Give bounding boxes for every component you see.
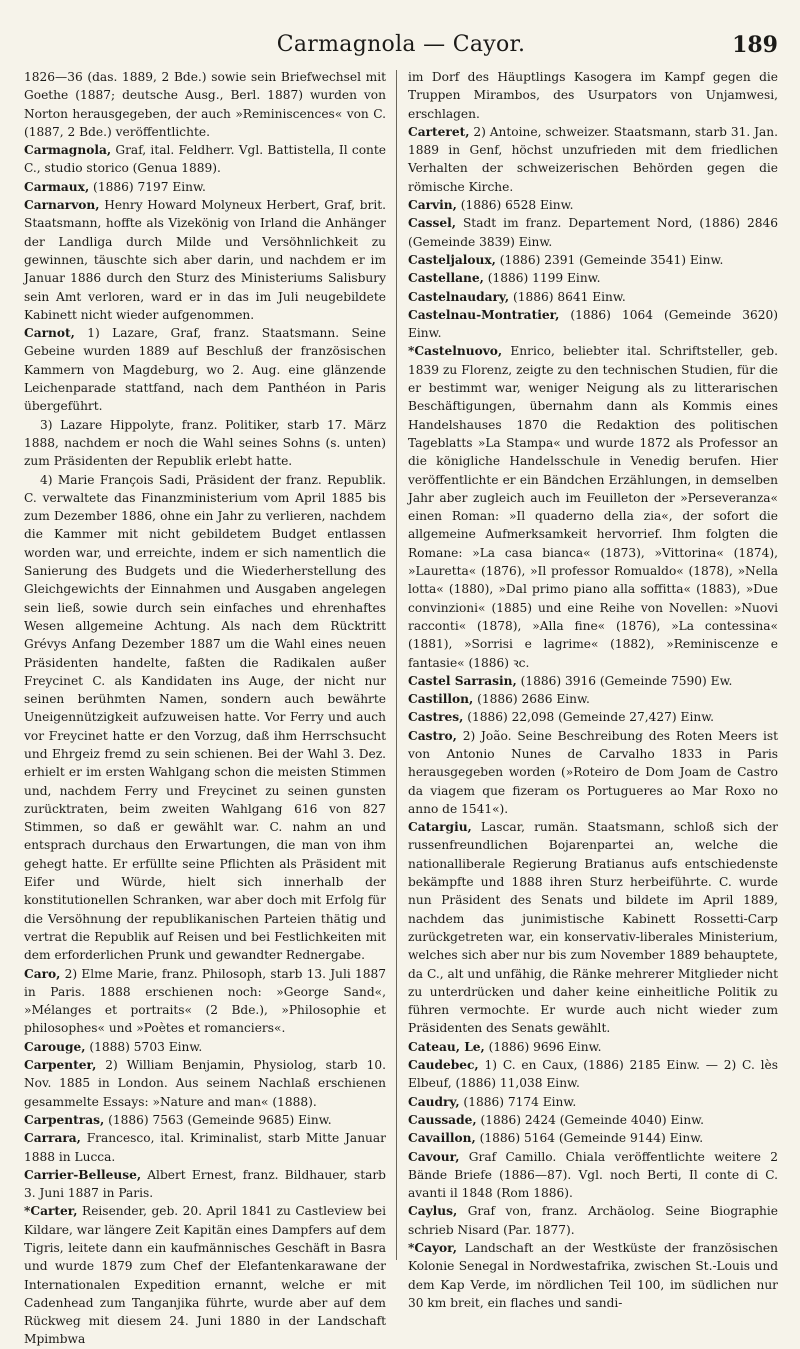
dictionary-entry <box>408 269 778 287</box>
dictionary-entry <box>408 196 778 214</box>
dictionary-entry <box>408 306 778 343</box>
entry-headword: Caussade, <box>408 1112 477 1127</box>
dictionary-entry <box>408 288 778 306</box>
entry-text: 1) Lazare, Graf, franz. Staatsmann. Seine Gebeine wurden 1889 auf Beschluß der französischen Kammern von Magdeburg, wo 2. Aug. eine glänzende Leichenparade stattfand, nach dem Panthéon in Paris übergeführt. <box>24 326 386 414</box>
dictionary-entry <box>408 68 778 123</box>
right-column <box>408 68 778 1310</box>
entry-headword: Carvin, <box>408 198 457 213</box>
dictionary-entry <box>408 214 778 251</box>
dictionary-entry <box>408 1239 778 1312</box>
entry-headword: *Carter, <box>24 1204 78 1219</box>
entry-text: Albert Ernest, franz. Bildhauer, starb 3. Juni 1887 in Paris. <box>24 1167 386 1201</box>
entry-text: Stadt im franz. Departement Nord, (1886) 2846 (Gemeinde 3839) Einw. <box>408 216 778 249</box>
entry-text: (1886) 2686 Einw. <box>473 692 590 707</box>
entry-headword: Carrier-Belleuse, <box>24 1167 142 1182</box>
entry-text: (1886) 7197 Einw. <box>89 179 206 194</box>
entry-text: (1886) 7563 (Gemeinde 9685) Einw. <box>104 1112 332 1127</box>
entry-headword: Cavaillon, <box>408 1131 476 1146</box>
entry-headword: Carpenter, <box>24 1058 97 1073</box>
entry-text: 4) Marie François Sadi, Präsident der franz. Republik. C. verwaltete das Finanzministerium vom April 1885 bis zum Dezember 1886, ohne ein Jahr zu verlieren, nachdem die Kammer mit nicht gebildetem Budget entlassen worden war, und erreichte, indem er sich namentlich die Sanierung des Budgets und die Wiederherstellung des Gleichgewichts der Einnahmen und Ausgaben angelegen sein ließ, sowie durch sein einfaches und ehrenhaftes Wesen allgemeine Achtung. Als nach dem Rücktritt Grévys Anfang Dezember 1887 um die Wahl eines neuen Präsidenten handelte, faßten die Radikalen außer Freycinet C. als Kandidaten ins Auge, der nicht nur seinen berühmten Namen, sondern auch bewährte Uneigennützigkeit aufzuweisen hatte. Vor Ferry und auch vor Freycinet hatte er den Vorzug, daß ihm Herrschsucht und Ehrgeiz fremd zu sein schienen. Bei der Wahl 3. Dez. erhielt er im ersten Wahlgang schon die meisten Stimmen und, nachdem Ferry und Freycinet zu seinen gunsten zurücktraten, beim zweiten Wahlgang 616 von 827 Stimmen, so daß er gewählt war. C. nahm an und entsprach durchaus den Erwartungen, die man von ihm gehegt hatte. Er erfüllte seine Pflichten als Präsident mit Eifer und Würde, hielt sich innerhalb der konstitutionellen Schranken, war aber doch mit Erfolg für die Versöhnung der republikanischen Parteien thätig und vertrat die Republik auf Reisen und bei Festlichkeiten mit dem erforderlichen Prunk und gewandter Rednergabe. <box>24 472 386 963</box>
entry-headword: Carmagnola, <box>24 143 112 158</box>
entry-headword: Carteret, <box>408 124 470 139</box>
dictionary-entry <box>408 123 778 196</box>
dictionary-entry <box>24 1129 386 1166</box>
dictionary-entry <box>24 196 386 324</box>
dictionary-entry <box>408 1093 778 1111</box>
entry-headword: Caudebec, <box>408 1058 479 1073</box>
entry-headword: Castres, <box>408 710 464 725</box>
entry-text: 2) William Benjamin, Physiolog, starb 10. Nov. 1885 in London. Aus seinem Nachlaß erschienen gesammelte Essays: »Nature and man« (1888). <box>24 1058 386 1109</box>
entry-text: 1826—36 (das. 1889, 2 Bde.) sowie sein Briefwechsel mit Goethe (1887; deutsche Ausg., Berl. 1887) wurden von Norton herausgegeben, der auch »Reminiscences« von C. (1887, 2 Bde.) veröffentlichte. <box>24 70 386 139</box>
dictionary-entry <box>24 471 386 965</box>
entry-headword: Carnot, <box>24 326 75 341</box>
dictionary-entry <box>24 1111 386 1129</box>
dictionary-entry <box>24 178 386 196</box>
entry-text: (1886) 9696 Einw. <box>484 1039 602 1054</box>
dictionary-entry <box>408 1056 778 1093</box>
dictionary-entry <box>24 1056 386 1111</box>
dictionary-entry <box>408 1038 778 1056</box>
entry-headword: Caylus, <box>408 1204 458 1219</box>
running-title: Carmagnola — Cayor. <box>276 32 526 57</box>
dictionary-entry <box>408 1129 778 1147</box>
entry-text: (1888) 5703 Einw. <box>85 1039 203 1054</box>
entry-headword: Carnarvon, <box>24 198 100 213</box>
entry-text: (1886) 7174 Einw. <box>459 1094 577 1109</box>
entry-text: (1886) 3916 (Gemeinde 7590) Ew. <box>516 673 733 688</box>
dictionary-entry <box>408 708 778 726</box>
entry-headword: Caudry, <box>408 1094 460 1109</box>
entry-text: (1886) 2391 (Gemeinde 3541) Einw. <box>495 252 724 267</box>
entry-text: 2) João. Seine Beschreibung des Roten Meers ist von Antonio Nunes de Carvalho 1833 in Paris herausgegeben worden (»Roteiro de Dom Joam de Castro da viagem que fizeram os Portugueres ao Mar Roxo no anno de 1541«). <box>408 728 778 816</box>
dictionary-entry <box>24 68 386 141</box>
dictionary-entry <box>408 251 778 269</box>
entry-text: 2) Elme Marie, franz. Philosoph, starb 13. Juli 1887 in Paris. 1888 erschienen noch: »George Sand«, »Mélanges et portraits« (2 Bde.), »Philosophie et philosophes« und »Poètes et romanciers«. <box>24 966 386 1036</box>
entry-headword: Castel Sarrasin, <box>408 673 517 688</box>
entry-headword: Catargiu, <box>408 820 472 835</box>
dictionary-entry <box>24 1166 386 1203</box>
dictionary-entry <box>408 1202 778 1239</box>
entry-headword: Cateau, Le, <box>408 1039 485 1054</box>
entry-text: Landschaft an der Westküste der französischen Kolonie Senegal in Nordwestafrika, zwischen St.-Louis und dem Kap Verde, im nördlichen Teil 100, im südlichen nur 30 km breit, ein flaches und sandi- <box>408 1241 778 1310</box>
entry-headword: Carpentras, <box>24 1112 105 1127</box>
entry-text: Henry Howard Molyneux Herbert, Graf, brit. Staatsmann, hoffte als Vizekönig von Irland die Anhänger der Landliga durch Milde und Versöhnlichkeit zu gewinnen, täuschte sich aber darin, und nachdem er im Januar 1886 durch den Sturz des Ministeriums Salisbury sein Amt verloren, ward er in das im Juli neugebildete Kabinett nicht wieder aufgenommen. <box>24 198 386 322</box>
entry-headword: Casteljaloux, <box>408 252 496 267</box>
dictionary-entry <box>24 324 386 415</box>
entry-text: 1) C. en Caux, (1886) 2185 Einw. — 2) C. lès Elbeuf, (1886) 11,038 Einw. <box>408 1058 778 1091</box>
entry-headword: Castro, <box>408 728 457 743</box>
entry-headword: Caro, <box>24 966 61 981</box>
entry-headword: Castillon, <box>408 692 474 707</box>
entry-text: (1886) 5164 (Gemeinde 9144) Einw. <box>475 1131 704 1146</box>
dictionary-entry <box>408 1111 778 1129</box>
dictionary-entry <box>408 1148 778 1203</box>
entry-headword: Cavour, <box>408 1149 460 1164</box>
entry-headword: Castellane, <box>408 271 484 286</box>
entry-text: Graf von, franz. Archäolog. Seine Biographie schrieb Nisard (Par. 1877). <box>408 1204 778 1237</box>
dictionary-entry <box>24 1038 386 1056</box>
entry-text: Enrico, beliebter ital. Schriftsteller, geb. 1839 zu Florenz, zeigte zu den technischen Studien, für die er bestimmt war, weniger Neigung als zu litterarischen Beschäftigungen, übernahm dann als Kommis eines Handelshauses 1870 die Redaktion des politischen Tageblatts »La Stampa« und wurde 1872 als Professor an die königliche Handelsschule in Venedig berufen. Hier veröffentlichte er ein Bändchen Erzählungen, in demselben Jahr aber zugleich auch im Feuilleton der »Perseveranza« einen Roman: »Il quaderno della zia«, der sofort die allgemeine Aufmerksamkeit hervorrief. Ihm folgten die Romane: »La casa bianca« (1873), »Vittorina« (1874), »Lauretta« (1876), »Il professor Romualdo« (1878), »Nella lotta« (1880), »Dal primo piano alla soffitta« (1883), »Due convinzioni« (1885) und eine Reihe von Novellen: »Nuovi racconti« (1878), »Alla fine« (1876), »La contessina« (1881), »Sorrisi e lagrime« (1882), »Reminiscenze e fantasie« (1886) ꝛc. <box>408 344 778 670</box>
entry-text: (1886) 1064 (Gemeinde 3620) Einw. <box>408 307 778 341</box>
left-column <box>24 68 386 1347</box>
entry-headword: *Cayor, <box>408 1241 457 1255</box>
dictionary-entry <box>408 672 778 690</box>
entry-headword: Castelnaudary, <box>408 289 510 304</box>
dictionary-entry <box>24 965 386 1038</box>
entry-text: Graf, ital. Feldherr. Vgl. Battistella, Il conte C., studio storico (Genua 1889). <box>24 143 386 176</box>
page-header <box>24 30 778 60</box>
entry-text: (1886) 8641 Einw. <box>509 289 626 304</box>
dictionary-entry <box>24 416 386 471</box>
entry-text: Reisender, geb. 20. April 1841 zu Castleview bei Kildare, war längere Zeit Kapitän eines Dampfers auf dem Tigris, leitete dann ein kaufmännisches Geschäft in Basra und wurde 1879 zum Chef der Elefantenkarawane der Internationalen Expedition ernannt, welche er mit Cadenhead zum Tanganjika führte, wurde aber auf dem Rückweg mit diesem 24. Juni 1880 in der Landschaft Mpimbwa <box>24 1204 386 1347</box>
entry-text: (1886) 1199 Einw. <box>483 271 601 286</box>
entry-headword: Cassel, <box>408 216 456 231</box>
entry-text: Lascar, rumän. Staatsmann, schloß sich der russenfreundlichen Bojarenpartei an, welche die nationalliberale Regierung Bratianus aufs entschiedenste bekämpfte und 1888 ihren Sturz herbeiführte. C. wurde nun Präsident des Senats und bildete im April 1889, nachdem das junimistische Kabinett Rossetti-Carp zurückgetreten war, ein konservativ-liberales Ministerium, welches sich aber nur bis zum November 1889 behauptete, da C., alt und unfähig, die Ränke mehrerer Mitglieder nicht zu unterdrücken und daher keine einheitliche Politik zu führen vermochte. Er wurde auch nicht wieder zum Präsidenten des Senats gewählt. <box>408 820 778 1036</box>
dictionary-entry <box>24 1202 386 1348</box>
entry-headword: Castelnau-Montratier, <box>408 307 560 322</box>
entry-text: 3) Lazare Hippolyte, franz. Politiker, starb 17. März 1888, nachdem er noch die Wahl seines Sohns (s. unten) zum Präsidenten der Republik erlebt hatte. <box>24 417 386 469</box>
column-divider <box>396 70 397 1260</box>
dictionary-entry <box>408 690 778 708</box>
entry-text: (1886) 2424 (Gemeinde 4040) Einw. <box>476 1112 705 1127</box>
entry-headword: Carouge, <box>24 1039 86 1054</box>
entry-text: Graf Camillo. Chiala veröffentlichte weitere 2 Bände Briefe (1886—87). Vgl. noch Berti, Il conte di C. avanti il 1848 (Rom 1886). <box>408 1149 778 1201</box>
entry-text: (1886) 6528 Einw. <box>456 198 574 213</box>
entry-text: (1886) 22,098 (Gemeinde 27,427) Einw. <box>463 710 715 725</box>
dictionary-entry <box>408 727 778 818</box>
dictionary-entry <box>408 818 778 1038</box>
entry-headword: *Castelnuovo, <box>408 344 503 359</box>
dictionary-entry <box>408 342 778 671</box>
entry-text: 2) Antoine, schweizer. Staatsmann, starb 31. Jan. 1889 in Genf, höchst unzufrieden mit dem friedlichen Verhalten der schweizerischen Behörden gegen die römische Kirche. <box>408 124 778 194</box>
entry-text: Francesco, ital. Kriminalist, starb Mitte Januar 1888 in Lucca. <box>24 1131 386 1164</box>
entry-headword: Carmaux, <box>24 179 90 194</box>
entry-headword: Carrara, <box>24 1131 81 1146</box>
dictionary-entry <box>24 141 386 178</box>
page-number: 189 <box>732 32 778 58</box>
entry-text: im Dorf des Häuptlings Kasogera im Kampf gegen die Truppen Mirambos, des Usurpators von Unjamwesi, erschlagen. <box>408 70 778 121</box>
